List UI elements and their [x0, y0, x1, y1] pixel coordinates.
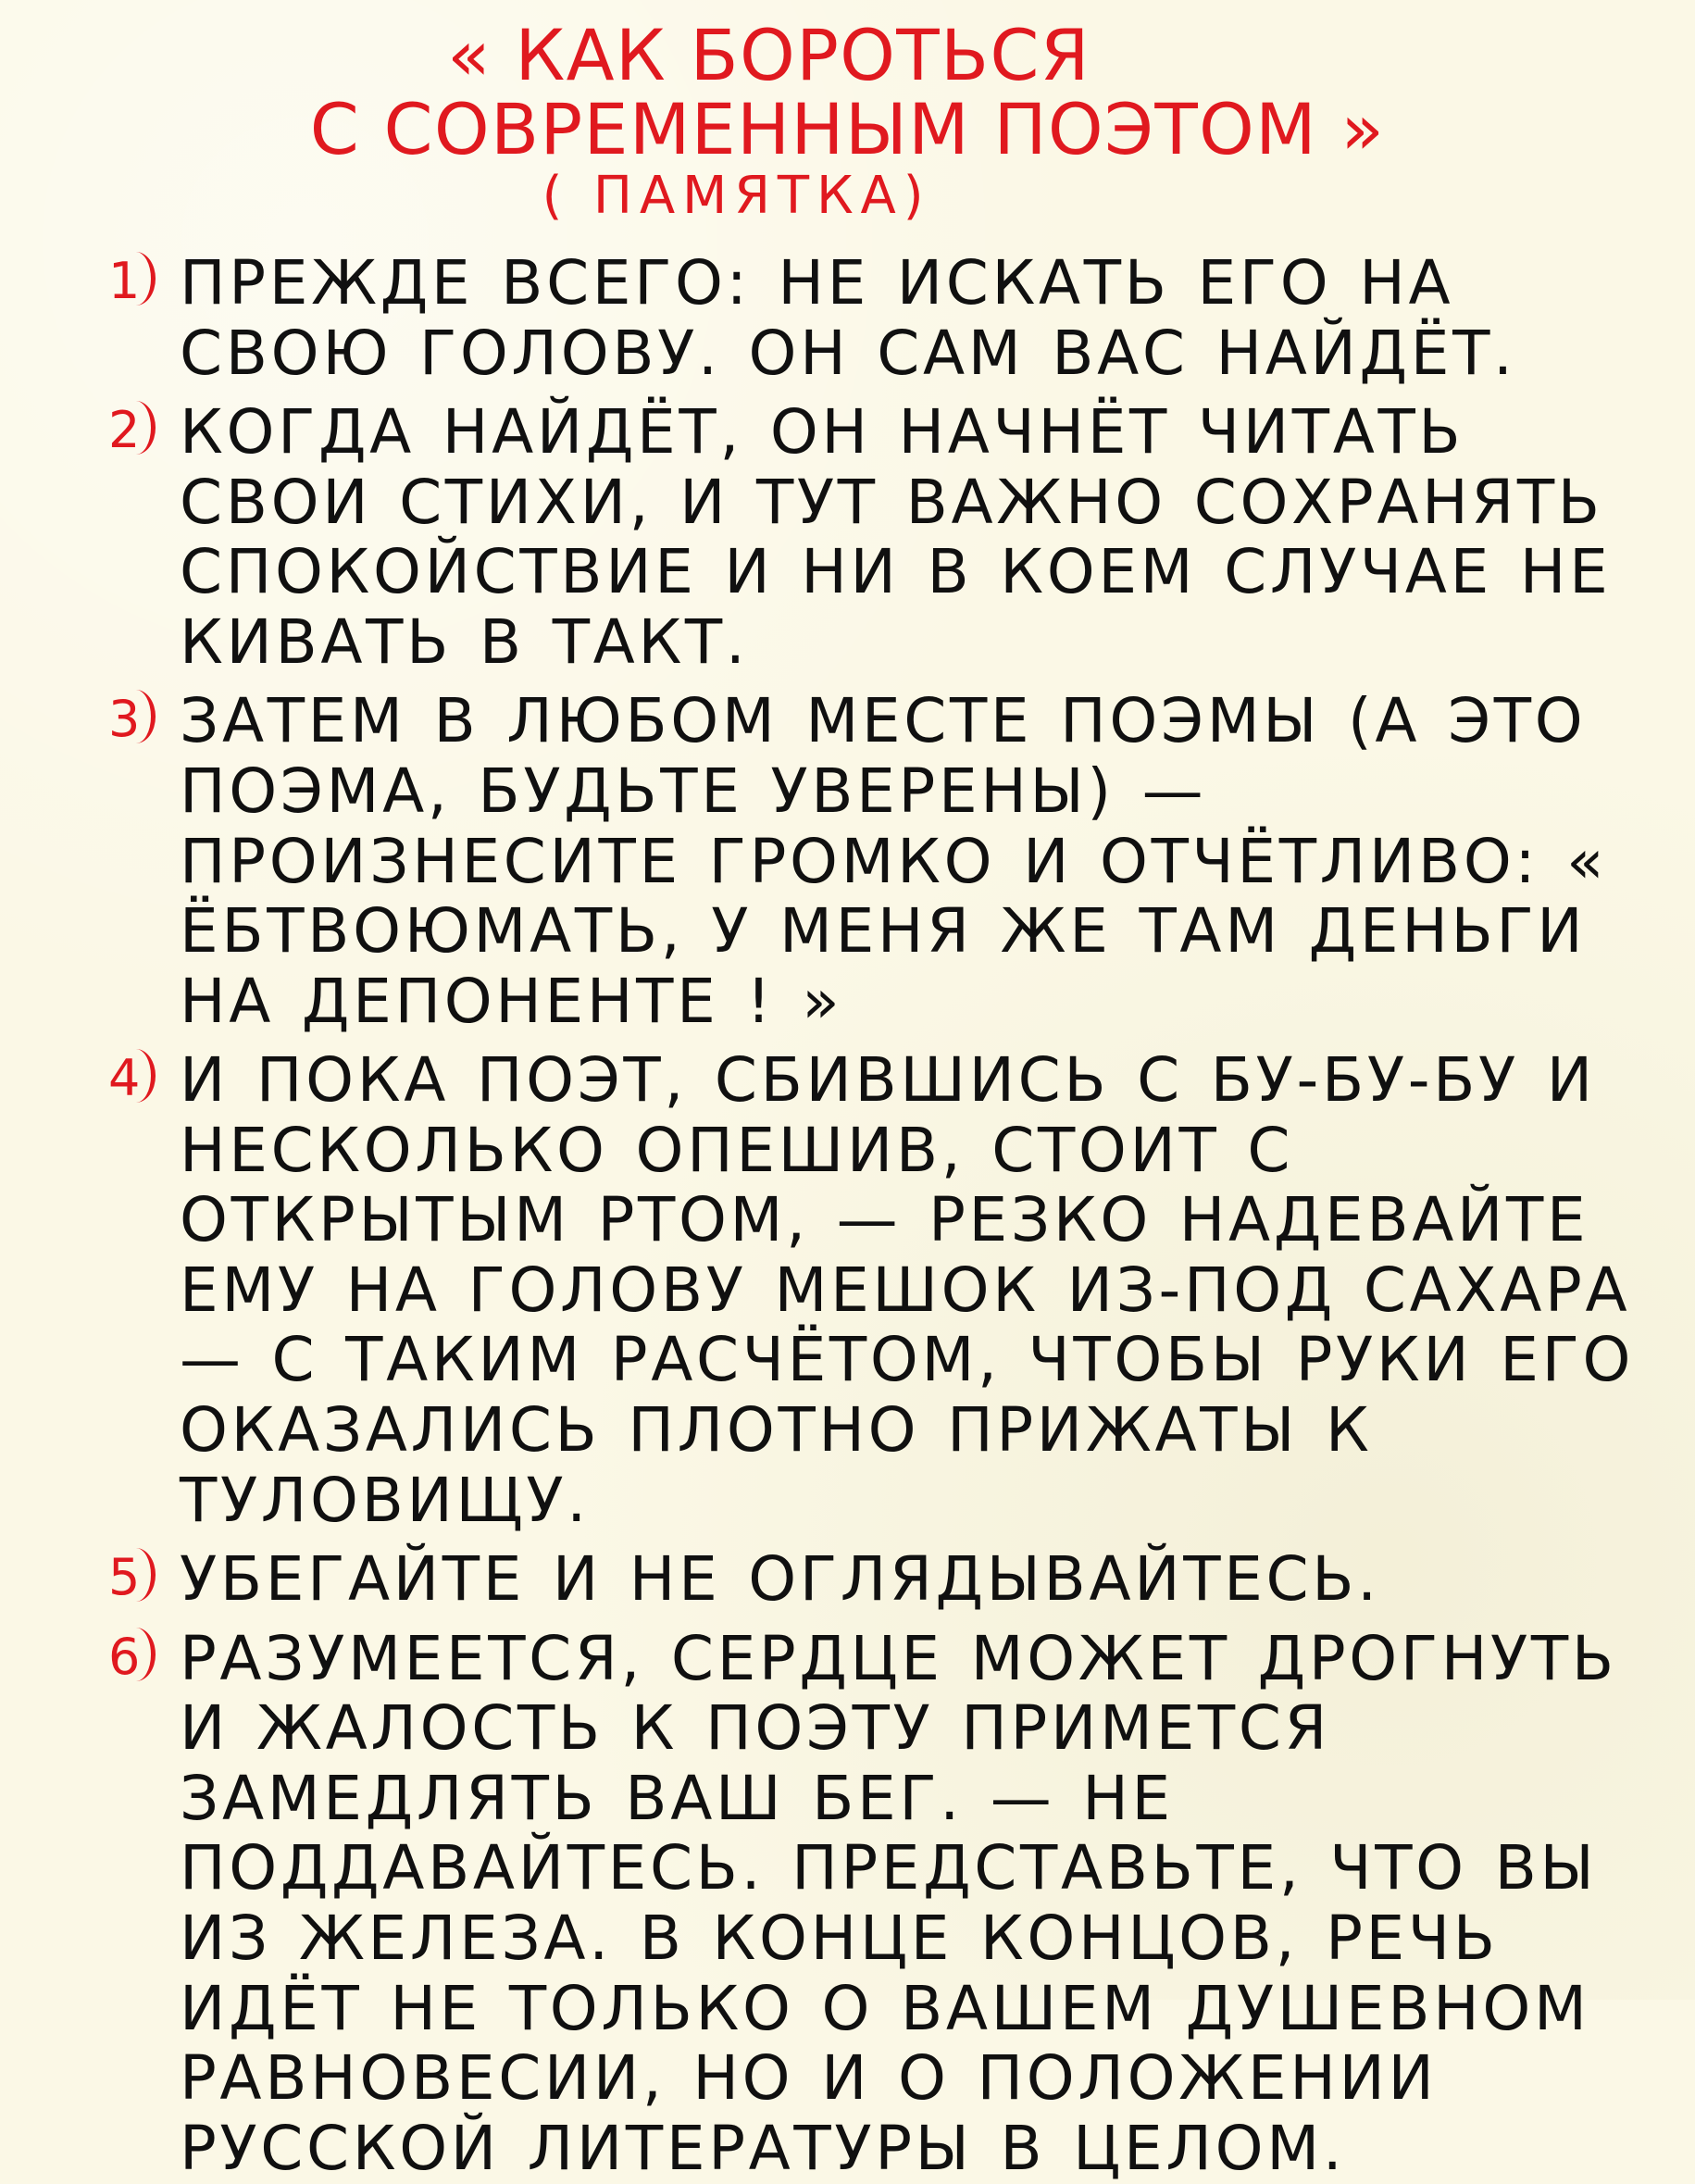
item-text-2: КОГДА НАЙДЁТ, ОН НАЧНЁТ ЧИТАТЬ СВОИ СТИХИ, И ТУТ ВАЖНО СОХРАНЯТЬ СПОКОЙСТВИЕ И НИ В КОЕМ СЛУЧАЕ НЕ КИВАТЬ В ТАКТ.: [180, 396, 1612, 678]
item-text-6: РАЗУМЕЕТСЯ, СЕРДЦЕ МОЖЕТ ДРОГНУТЬ И ЖАЛОСТЬ К ПОЭТУ ПРИМЕТСЯ ЗАМЕДЛЯТЬ ВАШ БЕГ. — НЕ ПОДДАВАЙТЕСЬ. ПРЕДСТАВЬТЕ, ЧТО ВЫ ИЗ ЖЕЛЕЗА. В КОНЦЕ КОНЦОВ, РЕЧЬ ИДЁТ НЕ ТОЛЬКО О ВАШЕМ ДУШЕВНОМ РАВНОВЕСИИ, НО И О ПОЛОЖЕНИИ РУССКОЙ ЛИТЕРАТУРЫ В ЦЕЛОМ.: [180, 1622, 1617, 2184]
memo-item-3: [93, 686, 1639, 1036]
item-number-3: 3: [93, 686, 159, 753]
item-number-5: 5: [93, 1544, 159, 1611]
memo-header: [93, 14, 1639, 226]
memo-item-1: [93, 248, 1639, 388]
item-text-3: ЗАТЕМ В ЛЮБОМ МЕСТЕ ПОЭМЫ (А ЭТО ПОЭМА, БУДЬТЕ УВЕРЕНЫ) — ПРОИЗНЕСИТЕ ГРОМКО И ОТЧЁТЛИВО: « ЁБТВОЮМАТЬ, У МЕНЯ ЖЕ ТАМ ДЕНЬГИ НА ДЕПОНЕНТЕ ! »: [180, 685, 1608, 1037]
item-number-6: 6: [93, 1624, 159, 1691]
item-number-1: 1: [93, 248, 159, 315]
title-line-1: « КАК БОРОТЬСЯ: [447, 14, 1091, 96]
memo-item-5: [93, 1544, 1639, 1615]
item-text-4: И ПОКА ПОЭТ, СБИВШИСЬ С БУ-БУ-БУ И НЕСКОЛЬКО ОПЕШИВ, СТОИТ С ОТКРЫТЫМ РТОМ, — РЕЗКО НАДЕВАЙТЕ ЕМУ НА ГОЛОВУ МЕШОК ИЗ-ПОД САХАРА — С ТАКИМ РАСЧЁТОМ, ЧТОБЫ РУКИ ЕГО ОКАЗАЛИСЬ ПЛОТНО ПРИЖАТЫ К ТУЛОВИЩУ.: [180, 1044, 1635, 1536]
item-text-1: ПРЕЖДЕ ВСЕГО: НЕ ИСКАТЬ ЕГО НА СВОЮ ГОЛОВУ. ОН САМ ВАС НАЙДЁТ.: [180, 247, 1516, 389]
memo-item-4: [93, 1045, 1639, 1535]
memo-item-2: [93, 397, 1639, 677]
title-line-2: С СОВРЕМЕННЫМ ПОЭТОМ »: [309, 88, 1386, 170]
memo-item-6: [93, 1624, 1639, 2184]
memo-body: [93, 248, 1639, 2183]
item-text-5: УБЕГАЙТЕ И НЕ ОГЛЯДЫВАЙТЕСЬ.: [180, 1543, 1380, 1616]
item-number-2: 2: [93, 397, 159, 464]
memo-subtitle: ( ПАМЯТКА): [542, 166, 931, 226]
item-number-4: 4: [93, 1045, 159, 1112]
